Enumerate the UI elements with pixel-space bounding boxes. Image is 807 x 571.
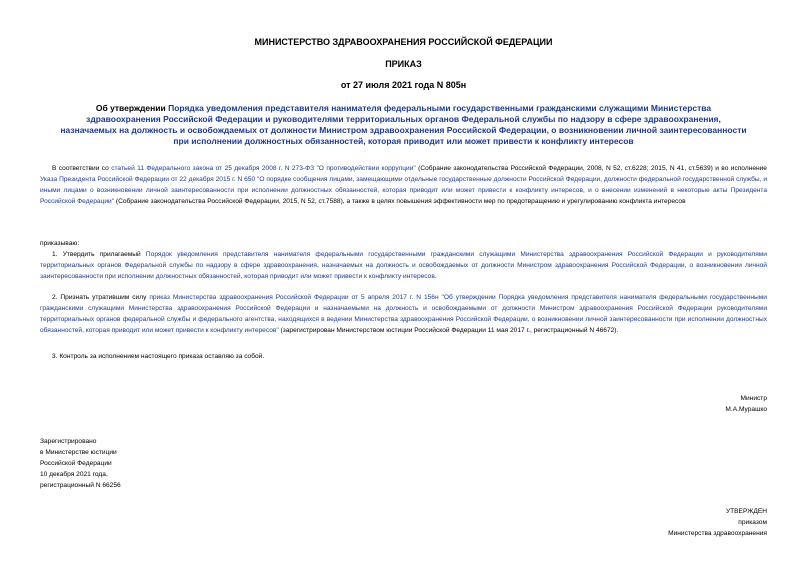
document-date-number: от 27 июля 2021 года N 805н — [340, 80, 467, 90]
order-word: приказываю: — [40, 240, 80, 247]
item-1-text: 1. Утвердить прилагаемый — [52, 251, 146, 258]
item-2-end: (зарегистрирован Министерством юстиции Российской Федерации 11 мая 2017 г., регистрационный N 46672). — [278, 327, 619, 334]
title-prefix: Об утверждении — [95, 103, 169, 113]
preamble-text-3: (Собрание законодательства Российской Федерации, 2015, N 52, ст.7588), а также в целях повышения эффективности мер по предотвращению и урегулированию конфликта интересов — [114, 198, 686, 205]
registration-line: регистрационный N 66256 — [40, 482, 121, 489]
item-1-end: . — [434, 273, 437, 280]
document-title — [60, 103, 747, 147]
law-273-link[interactable]: статьей 11 Федерального закона от 25 декабря 2008 г. N 273-ФЗ "О противодействии коррупции" — [111, 165, 416, 172]
preamble — [40, 163, 767, 207]
item-3: 3. Контроль за исполнением настоящего приказа оставляю за собой. — [52, 353, 265, 360]
registration-line: 10 декабря 2021 года, — [40, 471, 108, 478]
preamble-text-1: В соответствии со — [52, 165, 112, 172]
ministry-heading: МИНИСТЕРСТВО ЗДРАВООХРАНЕНИЯ РОССИЙСКОЙ ФЕДЕРАЦИИ — [254, 37, 553, 47]
registration-line: Российской Федерации — [40, 460, 112, 467]
signature-position: Министр — [740, 395, 767, 402]
approved-line: Министерства здравоохранения — [668, 530, 767, 537]
item-2-text: 2. Признать утратившим силу — [52, 294, 150, 301]
approved-line: УТВЕРЖДЕН — [725, 508, 767, 515]
approved-line: приказом — [738, 519, 767, 526]
item-1 — [40, 249, 767, 282]
preamble-text-2: (Собрание законодательства Российской Федерации, 2008, N 52, ст.6228; 2015, N 41, ст.5639) и во исполнение — [415, 165, 767, 172]
registration-line: в Министерстве юстиции — [40, 449, 117, 456]
signature-name: М.А.Мурашко — [725, 406, 767, 413]
order-156n-link[interactable]: приказ Министерства здравоохранения Российской Федерации от 5 апреля 2017 г. N 156н "Об утверждении Порядка уведомления представителя нанимателя федеральными государственными гражданскими служащими Министерства здравоохранения Российской Федерации и назначаемыми на должность и освобождаемыми от должности Министром здравоохранения Российской Федерации руководителями территориальных органов федеральной службы и федерального агентства, находящихся в ведении Министерства здравоохранения Российской Федерации, о возникновении личной заинтересованности при исполнении должностных обязанностей, которая приводит или может привести к конфликту интересов" — [40, 294, 767, 334]
approved-procedure-link[interactable]: Порядок уведомления представителя нанимателя федеральными государственными гражданскими служащими Министерства здравоохранения Российской Федерации и руководителями территориальных органов Федеральной службы по надзору в сфере здравоохранения, назначаемых на должность и освобождаемых от должности Министром здравоохранения Российской Федерации, о возникновении личной заинтересованности при исполнении должностных обязанностей, которая приводит или может привести к конфликту интересов — [40, 251, 767, 280]
registration-block — [40, 436, 121, 491]
registration-line: Зарегистрировано — [40, 438, 97, 445]
item-2 — [40, 292, 767, 336]
approved-block — [668, 506, 767, 539]
decree-650-link[interactable]: Указа Президента Российской Федерации от 22 декабря 2015 г. N 650 "О порядке сообщения лицами, замещающими отдельные государственные должности Российской Федерации, должности федеральной государственной службы, и иными лицами о возникновении личной заинтересованности при исполнении должностных обязанностей, которая приводит или может привести к конфликту интересов, и о внесении изменений в некоторые акты Президента Российской Федерации" — [40, 176, 767, 205]
title-procedure-link[interactable]: Порядка уведомления представителя нанимателя федеральными государственными гражданскими служащими Министерства здравоохранения Российской Федерации и руководителями территориальных органов Федеральной службы по надзору в сфере здравоохранения, назначаемых на должность и освобождаемых от должности Министром здравоохранения Российской Федерации, о возникновении личной заинтересованности при исполнении должностных обязанностей, которая приводит или может привести к конфликту интересов — [60, 103, 747, 146]
document-type: ПРИКАЗ — [385, 59, 422, 69]
